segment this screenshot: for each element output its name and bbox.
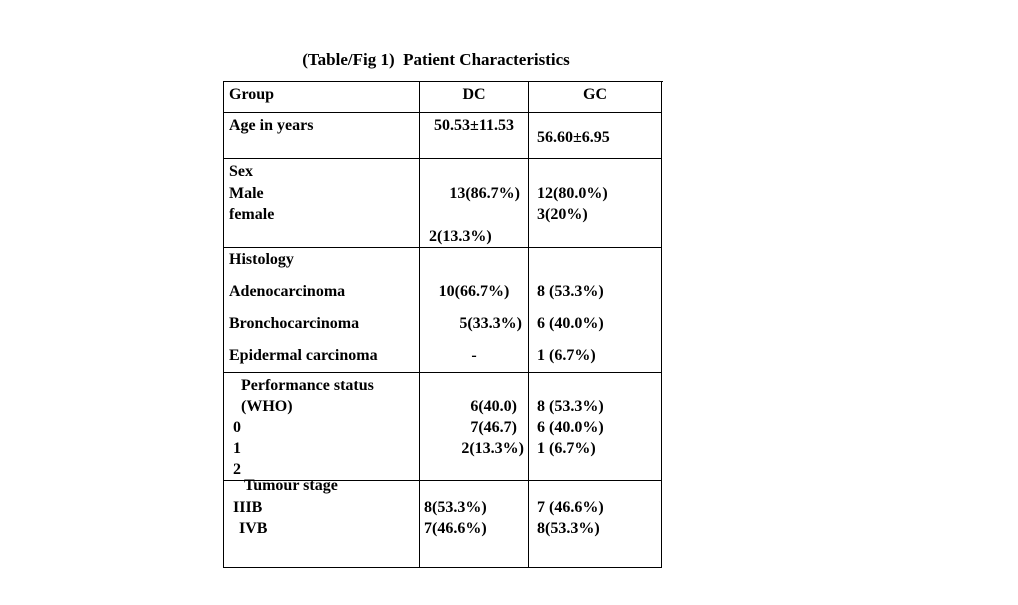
cell-sex-dc <box>420 159 529 248</box>
cell-performance-group <box>224 373 420 481</box>
group-label: (WHO) <box>241 398 293 415</box>
spacer-line <box>420 475 528 497</box>
group-label: Histology <box>229 251 294 268</box>
spacer-line <box>420 161 528 183</box>
spacer-line <box>529 375 661 396</box>
group-label: Age in years <box>229 117 314 134</box>
group-label: IIIB <box>233 498 263 516</box>
cell-tumour-group <box>224 473 420 568</box>
dc-value: 13(86.7%) <box>449 184 520 202</box>
group-label: female <box>229 206 275 223</box>
gc-value: 3(20%) <box>537 206 588 223</box>
dc-value: 5(33.3%) <box>459 315 522 332</box>
cell-histology-dc <box>420 244 529 373</box>
spacer-line <box>529 244 661 276</box>
gc-value: 56.60±6.95 <box>537 129 610 146</box>
gc-value: 8(53.3%) <box>537 520 600 537</box>
gc-value: 8 (53.3%) <box>537 283 604 300</box>
dc-value: - <box>471 347 477 364</box>
spacer-line <box>529 475 661 497</box>
group-label: 1 <box>233 440 241 457</box>
table-row-tumour-stage <box>224 473 663 568</box>
table-row-age <box>224 113 663 159</box>
header-gc-label: GC <box>583 86 607 103</box>
table-row-performance-status <box>224 373 663 478</box>
patient-characteristics-table <box>223 81 663 568</box>
cell-age-dc <box>420 113 529 159</box>
group-label: Adenocarcinoma <box>229 283 346 300</box>
cell-performance-dc <box>420 373 529 481</box>
table-row-histology <box>224 244 663 373</box>
dc-value: 10(66.7%) <box>438 283 510 300</box>
spacer-line <box>420 204 528 226</box>
cell-sex-gc <box>529 159 662 248</box>
cell-tumour-gc <box>529 473 662 568</box>
group-label: Bronchocarcinoma <box>229 315 360 332</box>
group-label: Sex <box>229 163 253 180</box>
gc-value: 1 (6.7%) <box>537 347 596 364</box>
gc-value: 1 (6.7%) <box>537 440 596 457</box>
cell-sex-group <box>224 159 420 248</box>
dc-value: 7(46.6%) <box>424 520 487 537</box>
group-label: Performance status <box>241 377 374 394</box>
cell-histology-gc <box>529 244 662 373</box>
gc-value: 6 (40.0%) <box>537 315 604 332</box>
cell-age-group <box>224 113 420 159</box>
header-cell-gc <box>529 82 662 113</box>
cell-histology-group <box>224 244 420 373</box>
group-label: Male <box>229 184 264 202</box>
gc-value: 7 (46.6%) <box>537 498 604 516</box>
dc-value: 2(13.3%) <box>461 440 524 457</box>
table-header-row <box>224 82 663 113</box>
group-label: Tumour stage <box>244 477 338 494</box>
gc-value: 8 (53.3%) <box>537 398 604 415</box>
header-group-label: Group <box>229 86 275 103</box>
spacer-line <box>420 244 528 276</box>
dc-value: 6(40.0) <box>470 398 517 415</box>
cell-age-gc <box>529 113 662 159</box>
cell-performance-gc <box>529 373 662 481</box>
group-label: 2 <box>233 461 241 478</box>
group-label: 0 <box>233 419 241 436</box>
header-cell-group <box>224 82 420 113</box>
dc-value: 7(46.7) <box>470 419 517 436</box>
dc-value: 50.53±11.53 <box>434 117 514 134</box>
header-cell-dc <box>420 82 529 113</box>
gc-value: 12(80.0%) <box>537 184 608 202</box>
group-label: IVB <box>239 520 268 537</box>
header-dc-label: DC <box>462 86 486 103</box>
table-title: (Table/Fig 1) Patient Characteristics <box>302 50 570 69</box>
gc-value: 6 (40.0%) <box>537 419 604 436</box>
dc-value: 8(53.3%) <box>424 498 487 516</box>
table-row-sex <box>224 159 663 244</box>
dc-value: 2(13.3%) <box>429 227 492 245</box>
spacer-line <box>529 161 661 183</box>
cell-tumour-dc <box>420 473 529 568</box>
group-label: Epidermal carcinoma <box>229 347 378 364</box>
spacer-line <box>420 375 528 396</box>
